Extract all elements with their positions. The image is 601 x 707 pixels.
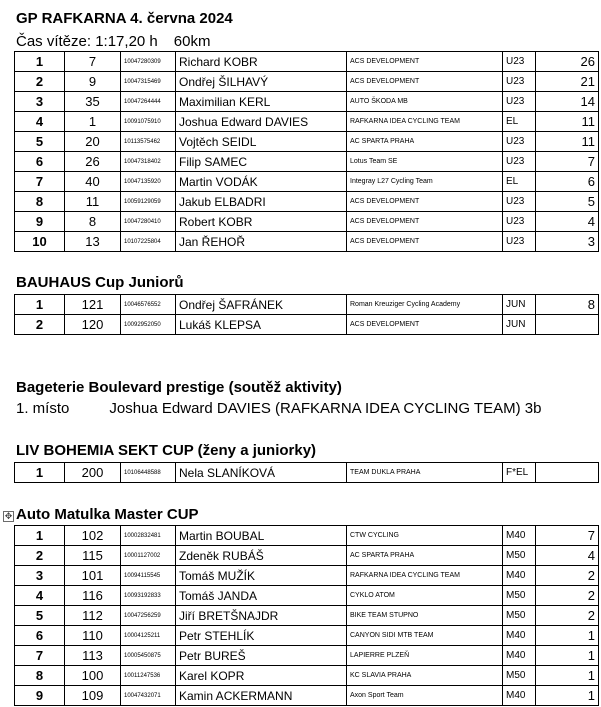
table-row (15, 172, 599, 192)
result-position: 9 (15, 686, 65, 706)
table-row (15, 686, 599, 706)
result-position: 6 (15, 152, 65, 172)
result-bib-number: 100 (65, 666, 121, 686)
result-category: U23 (503, 72, 536, 92)
winner-time: 1:17,20 h (95, 33, 158, 50)
bageterie-winner: Joshua Edward DAVIES (RAFKARNA IDEA CYCLING TEAM) 3b (109, 400, 542, 417)
table-row (15, 463, 599, 483)
result-team: LAPIERRE PLZEŇ (347, 646, 503, 666)
result-bib-number: 120 (65, 315, 121, 335)
result-rider-name: Ondřej ŠAFRÁNEK (176, 295, 347, 315)
result-category: U23 (503, 52, 536, 72)
result-position: 7 (15, 172, 65, 192)
result-uci-id: 10047432071 (121, 686, 176, 706)
result-team: ACS DEVELOPMENT (347, 192, 503, 212)
result-team: CANYON SIDI MTB TEAM (347, 626, 503, 646)
result-uci-id: 10094115545 (121, 566, 176, 586)
result-bib-number: 13 (65, 232, 121, 252)
result-team: ACS DEVELOPMENT (347, 212, 503, 232)
result-team: RAFKARNA IDEA CYCLING TEAM (347, 566, 503, 586)
result-team: AC SPARTA PRAHA (347, 546, 503, 566)
result-team: ACS DEVELOPMENT (347, 72, 503, 92)
result-bib-number: 109 (65, 686, 121, 706)
result-position: 3 (15, 92, 65, 112)
table-row (15, 232, 599, 252)
result-rider-name: Richard KOBR (176, 52, 347, 72)
result-bib-number: 40 (65, 172, 121, 192)
result-team: CTW CYCLING (347, 526, 503, 546)
result-bib-number: 7 (65, 52, 121, 72)
result-team: KC SLAVIA PRAHA (347, 666, 503, 686)
result-uci-id: 10004125211 (121, 626, 176, 646)
result-points: 1 (536, 646, 599, 666)
result-position: 7 (15, 646, 65, 666)
result-position: 10 (15, 232, 65, 252)
table-row (15, 315, 599, 335)
result-points: 4 (536, 546, 599, 566)
table-row (15, 192, 599, 212)
result-points (536, 463, 599, 483)
result-team: RAFKARNA IDEA CYCLING TEAM (347, 112, 503, 132)
result-position: 5 (15, 132, 65, 152)
result-team: ACS DEVELOPMENT (347, 315, 503, 335)
table-row (15, 526, 599, 546)
table-row (15, 92, 599, 112)
result-rider-name: Filip SAMEC (176, 152, 347, 172)
result-uci-id: 10047318402 (121, 152, 176, 172)
result-team: AC SPARTA PRAHA (347, 132, 503, 152)
move-anchor-icon[interactable]: ✥ (4, 511, 13, 521)
result-points: 21 (536, 72, 599, 92)
result-rider-name: Kamin ACKERMANN (176, 686, 347, 706)
result-points: 11 (536, 112, 599, 132)
result-team: ACS DEVELOPMENT (347, 232, 503, 252)
result-points: 6 (536, 172, 599, 192)
result-uci-id: 10047315469 (121, 72, 176, 92)
result-rider-name: Karel KOPR (176, 666, 347, 686)
result-category: M50 (503, 546, 536, 566)
result-uci-id: 10107225804 (121, 232, 176, 252)
result-rider-name: Martin BOUBAL (176, 526, 347, 546)
masters-results-table (14, 525, 599, 706)
result-uci-id: 10046576552 (121, 295, 176, 315)
result-category: M50 (503, 666, 536, 686)
result-category: F*EL (503, 463, 536, 483)
result-bib-number: 11 (65, 192, 121, 212)
result-position: 2 (15, 315, 65, 335)
result-rider-name: Martin VODÁK (176, 172, 347, 192)
bageterie-title: Bageterie Boulevard prestige (soutěž aktivity) (16, 379, 342, 396)
result-points: 1 (536, 626, 599, 646)
result-bib-number: 115 (65, 546, 121, 566)
result-position: 3 (15, 566, 65, 586)
result-bib-number: 113 (65, 646, 121, 666)
table-row (15, 112, 599, 132)
result-category: EL (503, 172, 536, 192)
result-category: U23 (503, 132, 536, 152)
bageterie-winner-line (16, 400, 541, 418)
table-row (15, 152, 599, 172)
result-points: 2 (536, 606, 599, 626)
result-points: 4 (536, 212, 599, 232)
result-points: 5 (536, 192, 599, 212)
result-bib-number: 112 (65, 606, 121, 626)
result-rider-name: Jiří BRETŠNAJDR (176, 606, 347, 626)
result-points: 7 (536, 526, 599, 546)
juniors-results-table (14, 294, 599, 335)
result-team: AUTO ŠKODA MB (347, 92, 503, 112)
result-rider-name: Petr STEHLÍK (176, 626, 347, 646)
result-points: 2 (536, 586, 599, 606)
result-rider-name: Zdeněk RUBÁŠ (176, 546, 347, 566)
result-team: Roman Kreuziger Cycling Academy (347, 295, 503, 315)
result-rider-name: Jakub ELBADRI (176, 192, 347, 212)
result-uci-id: 10005450875 (121, 646, 176, 666)
table-row (15, 295, 599, 315)
result-points: 14 (536, 92, 599, 112)
result-bib-number: 102 (65, 526, 121, 546)
table-row (15, 132, 599, 152)
result-position: 1 (15, 526, 65, 546)
table-row (15, 646, 599, 666)
bageterie-place: 1. místo (16, 400, 70, 417)
table-row (15, 566, 599, 586)
result-uci-id: 10106448588 (121, 463, 176, 483)
result-position: 1 (15, 52, 65, 72)
result-rider-name: Vojtěch SEIDL (176, 132, 347, 152)
result-category: U23 (503, 152, 536, 172)
result-position: 4 (15, 586, 65, 606)
result-bib-number: 200 (65, 463, 121, 483)
result-uci-id: 10091075910 (121, 112, 176, 132)
result-position: 2 (15, 546, 65, 566)
table-row (15, 72, 599, 92)
result-category: M50 (503, 606, 536, 626)
result-rider-name: Tomáš MUŽÍK (176, 566, 347, 586)
race-info (16, 33, 210, 51)
result-position: 1 (15, 295, 65, 315)
result-rider-name: Robert KOBR (176, 212, 347, 232)
result-points: 1 (536, 666, 599, 686)
result-points: 26 (536, 52, 599, 72)
result-rider-name: Tomáš JANDA (176, 586, 347, 606)
result-category: M40 (503, 526, 536, 546)
result-category: M40 (503, 626, 536, 646)
result-team: Axon Sport Team (347, 686, 503, 706)
result-position: 5 (15, 606, 65, 626)
result-points: 2 (536, 566, 599, 586)
result-position: 9 (15, 212, 65, 232)
result-bib-number: 116 (65, 586, 121, 606)
result-rider-name: Ondřej ŠILHAVÝ (176, 72, 347, 92)
result-category: U23 (503, 212, 536, 232)
result-bib-number: 35 (65, 92, 121, 112)
result-team: TEAM DUKLA PRAHA (347, 463, 503, 483)
result-uci-id: 10001127002 (121, 546, 176, 566)
table-row (15, 52, 599, 72)
juniors-title: BAUHAUS Cup Juniorů (16, 274, 184, 291)
result-category: U23 (503, 92, 536, 112)
result-uci-id: 10047135920 (121, 172, 176, 192)
result-bib-number: 8 (65, 212, 121, 232)
result-uci-id: 10002832481 (121, 526, 176, 546)
result-team: Lotus Team SE (347, 152, 503, 172)
result-uci-id: 10011247536 (121, 666, 176, 686)
result-uci-id: 10093192833 (121, 586, 176, 606)
result-position: 8 (15, 666, 65, 686)
result-rider-name: Jan ŘEHOŘ (176, 232, 347, 252)
result-bib-number: 121 (65, 295, 121, 315)
result-uci-id: 10059129059 (121, 192, 176, 212)
race-title: GP RAFKARNA 4. června 2024 (16, 10, 233, 27)
table-row (15, 606, 599, 626)
result-uci-id: 10092952050 (121, 315, 176, 335)
race-results-table (14, 51, 599, 252)
result-category: JUN (503, 315, 536, 335)
result-uci-id: 10047256259 (121, 606, 176, 626)
liv-title: LIV BOHEMIA SEKT CUP (ženy a juniorky) (16, 442, 317, 459)
liv-results-table (14, 462, 599, 483)
result-points: 8 (536, 295, 599, 315)
result-rider-name: Petr BUREŠ (176, 646, 347, 666)
result-rider-name: Nela SLANÍKOVÁ (176, 463, 347, 483)
result-position: 4 (15, 112, 65, 132)
result-position: 8 (15, 192, 65, 212)
race-distance: 60km (173, 33, 211, 50)
masters-title: Auto Matulka Master CUP (16, 506, 199, 523)
table-row (15, 212, 599, 232)
result-bib-number: 9 (65, 72, 121, 92)
result-uci-id: 10113575462 (121, 132, 176, 152)
result-bib-number: 101 (65, 566, 121, 586)
result-points: 1 (536, 686, 599, 706)
result-bib-number: 1 (65, 112, 121, 132)
result-rider-name: Maximilian KERL (176, 92, 347, 112)
result-rider-name: Lukáš KLEPSA (176, 315, 347, 335)
result-category: EL (503, 112, 536, 132)
result-position: 1 (15, 463, 65, 483)
result-category: M40 (503, 566, 536, 586)
result-category: M40 (503, 646, 536, 666)
result-points: 3 (536, 232, 599, 252)
result-bib-number: 110 (65, 626, 121, 646)
result-bib-number: 26 (65, 152, 121, 172)
result-team: CYKLO ATOM (347, 586, 503, 606)
result-points (536, 315, 599, 335)
result-uci-id: 10047280309 (121, 52, 176, 72)
result-position: 2 (15, 72, 65, 92)
result-category: M50 (503, 586, 536, 606)
result-uci-id: 10047280410 (121, 212, 176, 232)
result-uci-id: 10047264444 (121, 92, 176, 112)
result-category: JUN (503, 295, 536, 315)
result-team: Integray L27 Cycling Team (347, 172, 503, 192)
result-team: ACS DEVELOPMENT (347, 52, 503, 72)
result-category: U23 (503, 232, 536, 252)
result-position: 6 (15, 626, 65, 646)
table-row (15, 626, 599, 646)
table-row (15, 666, 599, 686)
result-category: M40 (503, 686, 536, 706)
result-rider-name: Joshua Edward DAVIES (176, 112, 347, 132)
result-team: BIKE TEAM STUPNO (347, 606, 503, 626)
result-points: 7 (536, 152, 599, 172)
result-points: 11 (536, 132, 599, 152)
winner-time-label: Čas vítěze: (16, 33, 92, 50)
table-row (15, 586, 599, 606)
result-bib-number: 20 (65, 132, 121, 152)
table-row (15, 546, 599, 566)
result-category: U23 (503, 192, 536, 212)
